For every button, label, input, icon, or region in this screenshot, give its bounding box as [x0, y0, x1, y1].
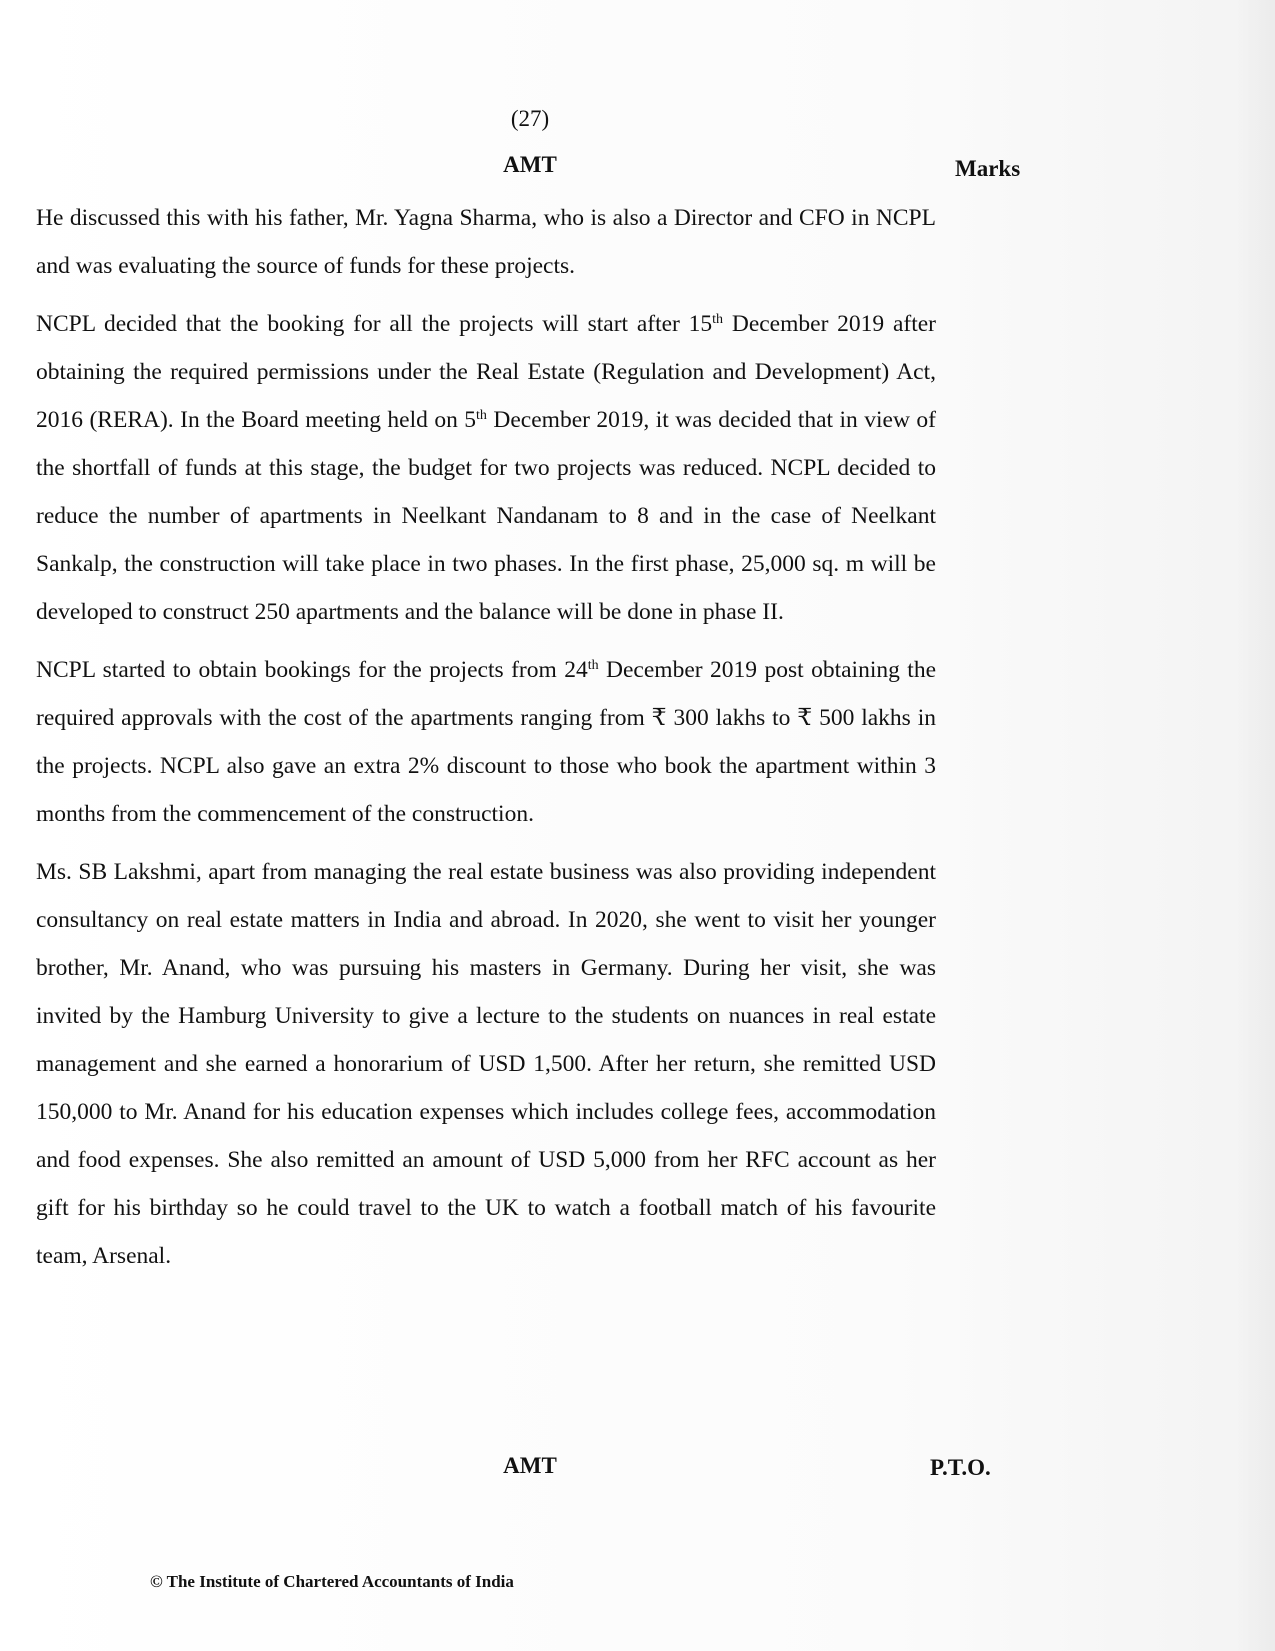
- please-turn-over-label: P.T.O.: [930, 1455, 991, 1480]
- scan-edge-shadow: [1235, 0, 1275, 1651]
- header-paper-code: AMT: [503, 152, 557, 177]
- ordinal-suffix: th: [587, 658, 599, 673]
- paragraph-text: December 2019 after obtaining the required permissions under the Real Estate (Regulation and Development) Act, 2016 (RERA). In the Board meeting held on 5: [36, 311, 936, 433]
- paragraph-lakshmi-consultancy: [36, 848, 936, 1280]
- paragraph-text: December 2019 post obtaining the required approvals with the cost of the apartments ranging from ₹ 300 lakhs to ₹ 500 lakhs in the projects. NCPL also gave an extra 2% discount to those who book the apartment within 3 months from the commencement of the construction.: [36, 657, 937, 827]
- paragraph-text: He discussed this with his father, Mr. Yagna Sharma, who is also a Director and CFO in NCPL and was evaluating the source of funds for these projects.: [36, 205, 936, 279]
- marks-column-label: Marks: [955, 156, 1021, 181]
- paragraph-text: December 2019, it was decided that in view of the shortfall of funds at this stage, the budget for two projects was reduced. NCPL decided to reduce the number of apartments in Neelkant Nandanam to 8 and in the case of Neelkant Sankalp, the construction will take place in two phases. In the first phase, 25,000 sq. m will be developed to construct 250 apartments and the balance will be done in phase II.: [36, 407, 936, 625]
- paragraph-text: NCPL started to obtain bookings for the projects from 24: [36, 657, 588, 683]
- copyright-notice: © The Institute of Chartered Accountants of India: [150, 1572, 514, 1591]
- paragraph-father-discussion: [36, 194, 936, 290]
- footer-paper-code: AMT: [503, 1453, 557, 1478]
- paragraph-booking-decision: [36, 300, 936, 636]
- paragraph-bookings-started: [36, 646, 936, 838]
- ordinal-suffix: th: [476, 408, 487, 423]
- page-number: (27): [510, 106, 550, 131]
- paragraph-text: NCPL decided that the booking for all the projects will start after 15: [36, 311, 713, 337]
- paragraph-text: Ms. SB Lakshmi, apart from managing the real estate business was also providing independent consultancy on real estate matters in India and abroad. In 2020, she went to visit her younger brother, Mr. Anand, who was pursuing his masters in Germany. During her visit, she was invited by the Hamburg University to give a lecture to the students on nuances in real estate management and she earned a honorarium of USD 1,500. After her return, she remitted USD 150,000 to Mr. Anand for his education expenses which includes college fees, accommodation and food expenses. She also remitted an amount of USD 5,000 from her RFC account as her gift for his birthday so he could travel to the UK to watch a football match of his favourite team, Arsenal.: [36, 859, 936, 1269]
- ordinal-suffix: th: [712, 312, 724, 327]
- question-body: [36, 194, 936, 1290]
